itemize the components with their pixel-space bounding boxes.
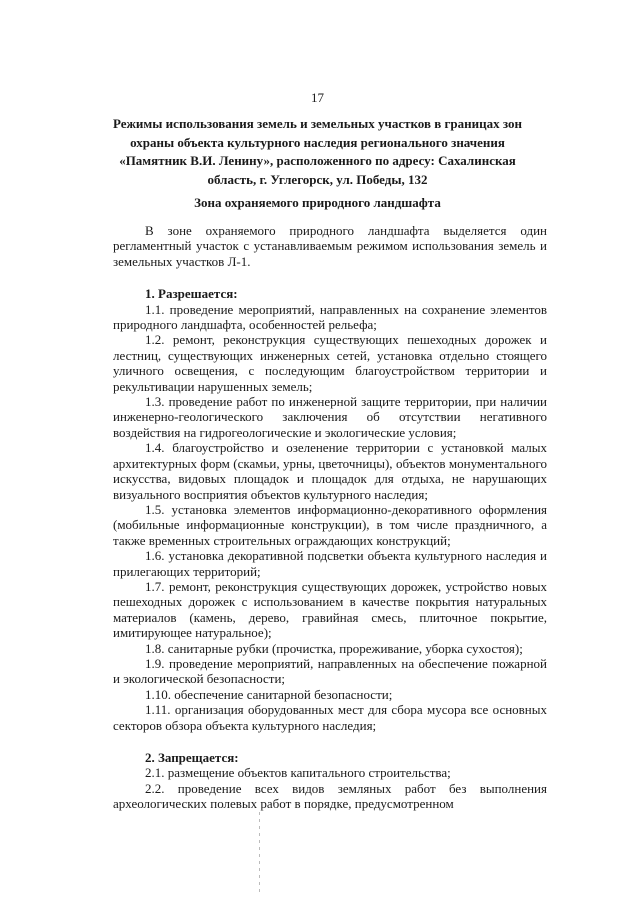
document-body — [113, 223, 547, 812]
item-1-10: 1.10. обеспечение санитарной безопасности; — [145, 686, 393, 702]
item-1-9: 1.9. проведение мероприятий, направленных на обеспечение пожарной и экологической безопасности; — [113, 655, 547, 687]
item-2-2: 2.2. проведение всех видов земляных работ без выполнения археологических полевых работ в порядке, предусмотренном — [113, 780, 547, 812]
intro-paragraph: В зоне охраняемого природного ландшафта выделяется один регламентный участок с устанавливаемым режимом использования земель и земельных участков Л-1. — [113, 223, 547, 269]
item-1-8: 1.8. санитарные рубки (прочистка, прореживание, уборка сухостоя); — [145, 640, 523, 656]
item-1-7: 1.7. ремонт, реконструкция существующих дорожек, устройство новых пешеходных дорожек с использованием в качестве покрытия натуральных материалов (камень, дерево, гравийная смесь, плиточное покрытие, имитирующее натуральное); — [113, 578, 547, 641]
item-1-11: 1.11. организация оборудованных мест для сбора мусора все основных секторов обзора объекта культурного наследия; — [113, 702, 547, 733]
item-2-1: 2.1. размещение объектов капитального строительства; — [145, 765, 451, 781]
item-1-5: 1.5. установка элементов информационно-декоративного оформления (мобильные информационные конструкции), в том числе праздничного, а также временных строительных ограждающих конструкций; — [113, 501, 547, 548]
item-1-6: 1.6. установка декоративной подсветки объекта культурного наследия и прилегающих территорий; — [113, 548, 547, 579]
document-title: Режимы использования земель и земельных участков в границах зон охраны объекта культурного наследия регионального значения «Памятник В.И. Ленину», расположенного по адресу: Сахалинская область, г. Углегорск, ул. Победы, 132 — [112, 116, 523, 187]
section-1-heading: 1. Разрешается: — [145, 286, 238, 302]
item-1-3: 1.3. проведение работ по инженерной защите территории, при наличии инженерно-геологического заключения об отсутствии негативного воздействия на гидрогеологические и экологические условия; — [113, 394, 547, 440]
page-number: 17 — [311, 90, 324, 105]
item-1-1: 1.1. проведение мероприятий, направленных на сохранение элементов природного ландшафта, особенностей рельефа; — [113, 301, 547, 333]
scan-artifact-line — [259, 812, 260, 892]
item-1-4: 1.4. благоустройство и озеленение территории с установкой малых архитектурных форм (скамьи, урны, цветочницы), объектов монументального искусства, видовых площадок и площадок для отдыха, не нарушающих визуального восприятия объектов культурного наследия; — [113, 440, 547, 502]
zone-subheading: Зона охраняемого природного ландшафта — [194, 195, 441, 210]
item-1-2: 1.2. ремонт, реконструкция существующих пешеходных дорожек и лестниц, существующих инженерных сетей, установка отдельно стоящего уличного освещения, с последующим благоустройством территории и рекультивации нарушенных земель; — [113, 332, 547, 394]
section-2-heading: 2. Запрещается: — [145, 750, 239, 765]
